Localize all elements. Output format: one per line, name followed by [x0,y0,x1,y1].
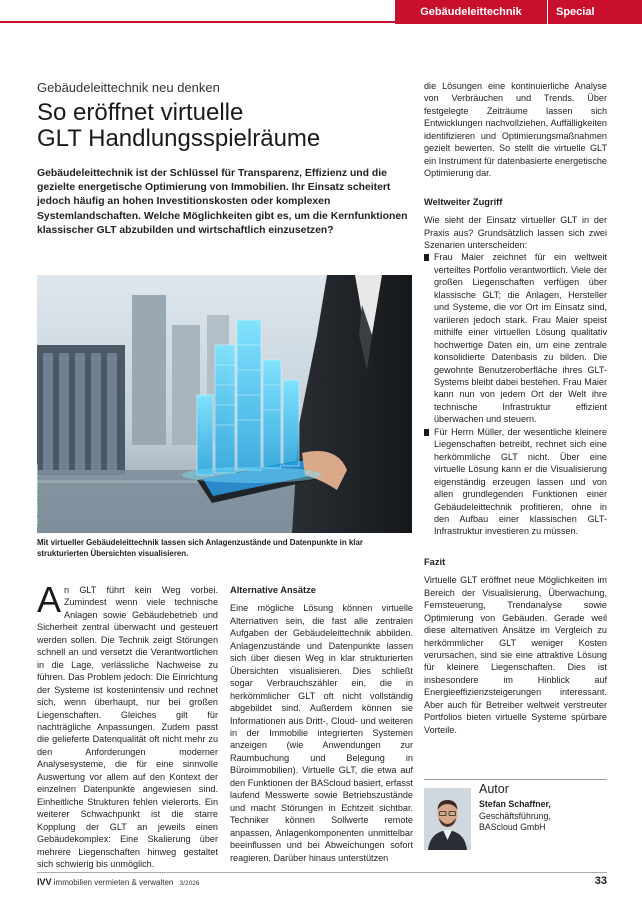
article-kicker: Gebäudeleittechnik neu denken [37,80,220,95]
col2-paragraph: Eine mögliche Lösung können virtuelle Alternativen sein, die fast alle zentralen Aufgaben der Gebäudeleittechnik abbilden. Anlagenzustände und Datenpunkte lassen sich über diesen Weg in klar strukturierten Übersichten visualisieren. Dies schließt sogar Verbrauchszähler ein, die in herkömmlicher GLT oft nicht vollständig abgebildet sind. Außerdem können sie Informationen aus Dritt-, Cloud- und weiteren in der Immobilie integrierten Systemen anzeigen (wie Anwendungen zur Raumbuchung und Belegung in Büroimmobilien). Virtuelle GLT, die etwa auf den Funktionen der BAScloud basiert, erfasst laufend Messwerte sowie Betriebszustände und macht Störungen in Echtzeit sichtbar. Techniker können Sollwerte remote anpassen, Anlagenkomponenten unmittelbar beeinflussen und bei Abweichungen sofort reagieren. Darüber hinaus unterstützen [230,603,413,863]
photo-caption: Mit virtueller Gebäudeleittechnik lassen sich Anlagenzustände und Datenpunkte in klar strukturierten Übersichten visualisieren. [37,538,363,558]
person-portrait-icon [424,788,471,850]
title-line-2: GLT Handlungsspielräume [37,125,321,152]
bullet-item-mueller: Für Herrn Müller, der wesentliche kleinere Liegenschaften betreibt, rechnet sich eine herkömmliche GLT nicht. Über eine virtuelle Lösung kann er die Visualisierung eigenständig erzeugen lassen und von allen grundlegenden Funktionen einer Gebäudeleittechnik profitieren, ohne in den Aufbau einer klassischen GLT-Infrastruktur investieren zu müssen. [424,426,607,538]
body-column-1 [37,579,218,870]
author-role: Geschäftsführung, [479,810,551,821]
author-details [479,799,607,834]
col1-text: n GLT führt kein Weg vorbei. Zumindest wenn viele technische Anlagen sowie Gebäudebetrieb und Sicherheit zentral überwacht und gesteuert werden sollen. Die Technik zeigt Störungen schnell an und versetzt die Verantwortlichen in die Lage, verlässliche Nachweise zu führen. Das Problem jedoch: Die Einrichtung der Systeme ist kostenintensiv und rechnet sich, wenn überhaupt, nur bei großen Liegenschaften. Gleiches gilt für nachträgliche Anpassungen. Zudem passt die gelieferte Datenqualität oft nicht mehr zu den Anforderungen moderner Analysesysteme, die für eine sinnvolle Auswertung vor allem auf den Kontext der einzelnen Datenpunkte angewiesen sind. Einheitliche Strukturen fehlen vielerorts. Ein weiterer Schwachpunkt ist die starre Kopplung der GLT an jeweils einen Gebäudekomplex: Eine Skalierung über mehrere Liegenschaften hinweg gestaltet sich schwierig bis unmöglich. [37,585,218,869]
article-lead: Gebäudeleittechnik ist der Schlüssel für Transparenz, Effizienz und die gezielte energetische Optimierung von Immobilien. Ihr Einsatz scheitert jedoch häufig an hohen Investitionskosten oder komplexen Systemlandschaften. Welche Möglichkeiten gibt es, um die Kernfunktionen klassischer GLT abzubilden und wirtschaftlich einzusetzen? [37,168,408,236]
footer-rule [37,872,607,873]
article-title [37,100,397,152]
footer-publication: immobilien vermieten & verwalten [53,878,174,887]
col3-paragraph-3: Virtuelle GLT eröffnet neue Möglichkeiten im Bereich der Visualisierung, Überwachung, Fernsteuerung, Trendanalyse sowie Optimierung von Gebäuden. Gerade weil diese alternativen Ansätze im Vergleich zu herkömmlicher GLT weniger Kosten verursachen, sind sie eine attraktive Lösung für kleinere Liegenschaften. Dies ist insbesondere im Hinblick auf Energieeffizienzsteigerungen interessant. Aber auch für Betreiber weltweit verstreuter Portfolios bieten virtuelle Systeme spürbare Vorteile. [424,575,607,735]
col1-paragraph [37,579,218,870]
page-number: 33 [594,875,607,887]
footer-issue: 3/2026 [179,880,200,887]
col3-paragraph-1: die Lösungen eine kontinuierliche Analyse von Verbräuchen und Trends. Über festgelegte Zeiträume lassen sich Entwicklungen nachvollziehen, Auffälligkeiten identifizieren und Optimierungsmaßnahmen gezielt bewerten. So stellt die virtuelle GLT ein Instrument für datenbasierte energetische Optimierung dar. [424,81,607,179]
author-portrait [424,788,471,850]
author-name: Stefan Schaffner, [479,799,551,809]
photo-credit: Foto: ©SMARTSTOCK/ADOBE [34,464,39,527]
body-column-2 [230,584,413,864]
hologram-city-illustration [37,275,412,533]
drop-cap: A [37,579,62,620]
article-photo [34,275,412,533]
heading-fazit: Fazit [424,556,446,567]
bullet-item-maier: Frau Maier zeichnet für ein weltweit verteiltes Portfolio verantwortlich. Viele der großen Liegenschaften verfügen über klassische GLT; die Anlagen, Hersteller und Systeme, die vor Ort im Einsatz sind, variieren jedoch stark. Frau Maier speist mithilfe einer virtuellen Lösung qualitativ hochwertige Daten ein, um eine zentrale konsolidierte Datenbasis zu bilden. Die gewohnte Benutzeroberfläche ihres GLT-Systems bleibt dabei bestehen. Frau Maier kann nun von jedem Ort der Welt ihre technische Infrastruktur effizient überwachen und steuern. [424,251,607,425]
special-tab: Special [548,0,642,24]
heading-alternative-ansaetze: Alternative Ansätze [230,585,316,595]
author-label: Autor [479,782,509,796]
section-tab: Gebäudeleittechnik [395,0,547,24]
page-footer [37,877,199,887]
title-line-1: So eröffnet virtuelle [37,99,244,126]
author-box [424,779,607,851]
body-column-3 [424,80,607,736]
col3-paragraph-2: Wie sieht der Einsatz virtueller GLT in der Praxis aus? Grundsätzlich lassen sich zwei Szenarien unterscheiden: [424,215,607,250]
footer-brand-logo: IVV [37,877,52,887]
heading-weltweiter-zugriff: Weltweiter Zugriff [424,196,503,207]
author-company: BAScloud GmbH [479,822,546,832]
